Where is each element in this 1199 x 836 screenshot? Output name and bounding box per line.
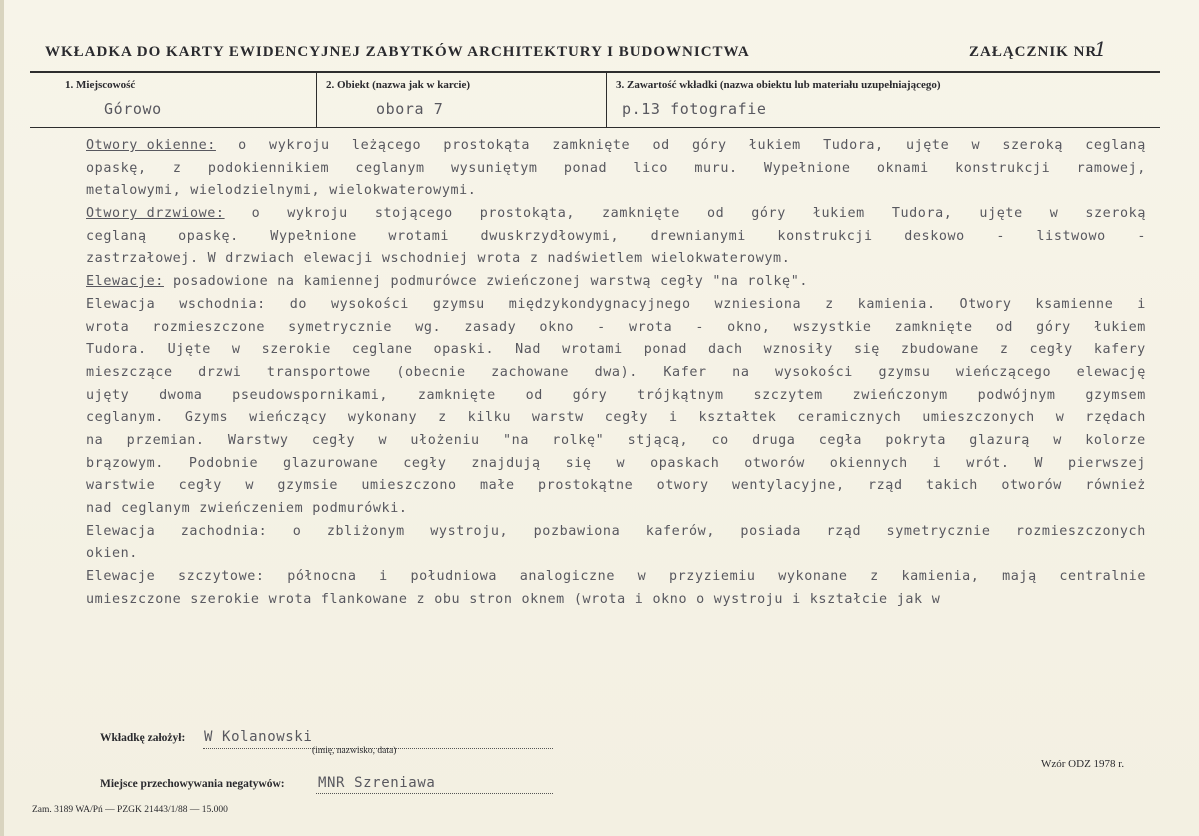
body-line xyxy=(86,339,1146,362)
body-word: się xyxy=(853,342,880,358)
body-word: okno xyxy=(539,319,575,335)
body-word: Wypełnione xyxy=(763,160,851,176)
body-word: wentylacyjne, xyxy=(732,478,845,494)
body-word: rolkę". xyxy=(747,274,809,290)
body-word: z xyxy=(172,160,182,176)
body-word: w xyxy=(1055,410,1065,426)
body-word: zamknięte xyxy=(602,206,680,222)
body-word: wieńczący xyxy=(249,410,328,426)
body-word: posadowione xyxy=(172,274,269,290)
body-line xyxy=(86,475,1146,498)
header-divider-1 xyxy=(316,73,317,127)
body-word: małe xyxy=(480,478,515,494)
body-word: opaskę, xyxy=(86,160,147,176)
body-word: Podobnie xyxy=(188,455,259,471)
body-word: Tudora. xyxy=(86,342,147,358)
body-word: zamknięte xyxy=(552,138,631,153)
body-word: oknem xyxy=(521,591,565,607)
body-word: - xyxy=(996,228,1006,244)
body-word: zwieńczeniem xyxy=(199,501,304,516)
body-word: otworów xyxy=(1001,478,1062,494)
body-line xyxy=(86,180,1146,203)
body-word: elewację xyxy=(1076,364,1146,380)
body-word: od xyxy=(706,206,725,222)
body-word: glazurą xyxy=(969,432,1030,448)
body-word: szeroką xyxy=(1085,206,1146,222)
body-word: brązowym. xyxy=(86,455,164,471)
body-word: nad xyxy=(86,501,112,516)
body-word: zwieńczonym xyxy=(852,387,948,403)
body-word: szerokie xyxy=(190,591,260,607)
body-word: rozmieszczonych xyxy=(1015,523,1146,539)
body-word: północna xyxy=(287,569,357,585)
body-word: umieszczonych xyxy=(922,410,1035,426)
body-word: Elewacja xyxy=(86,296,156,312)
founder-value: W Kolanowski xyxy=(204,729,313,745)
body-word: z xyxy=(416,591,426,607)
body-word: okien. xyxy=(86,546,138,562)
place-value: Górowo xyxy=(104,100,162,118)
body-word: Elewacje xyxy=(86,569,156,585)
storage-dotted-line xyxy=(316,793,553,794)
body-word: oknami xyxy=(876,160,929,176)
body-word: szerokie xyxy=(261,342,331,358)
body-word: o xyxy=(251,206,261,222)
body-word: wschodnia: xyxy=(179,296,266,312)
body-word: - xyxy=(597,319,606,335)
body-line xyxy=(86,430,1146,453)
body-word: wielodzielnymi, xyxy=(190,183,321,199)
body-word: opaskach xyxy=(650,455,720,471)
body-word: pseudowspornikami, xyxy=(232,387,389,403)
body-word: znajdują xyxy=(471,455,541,471)
body-word: ceramicznych xyxy=(797,410,902,426)
body-word: szeroką xyxy=(1002,138,1063,153)
body-word: mają xyxy=(1002,569,1037,585)
section-heading: Otwory drzwiowe: xyxy=(86,206,225,222)
body-word: wrota xyxy=(268,591,312,607)
body-word: ponad xyxy=(563,160,608,176)
body-word: w xyxy=(1049,206,1059,222)
body-word: wg. xyxy=(415,319,442,335)
body-word: wrota xyxy=(628,319,673,335)
body-word: podmurówce xyxy=(390,274,478,290)
body-word: kilku xyxy=(467,410,511,426)
body-word: wysokości xyxy=(330,296,409,312)
body-word: (obecnie xyxy=(396,364,466,380)
body-word: warstwie xyxy=(86,478,156,494)
body-word: otwory xyxy=(656,478,709,494)
body-word: stjącą, xyxy=(627,432,689,448)
body-word: drzwiach xyxy=(225,251,295,267)
body-word: podmurówki. xyxy=(312,501,408,516)
body-line xyxy=(86,271,1146,294)
body-word: otworów xyxy=(744,455,805,471)
print-info: Zam. 3189 WA/Pń — PZGK 21443/1/88 — 15.000 xyxy=(32,805,228,815)
body-word: drewnianymi xyxy=(650,228,746,244)
body-word: kamienia, xyxy=(901,569,980,585)
body-word: wszystkie xyxy=(793,319,872,335)
body-word: od xyxy=(652,138,670,153)
body-word: umieszczone xyxy=(86,591,182,607)
founder-sublabel: (imię, nazwisko, data) xyxy=(312,746,397,756)
body-word: "na xyxy=(712,274,739,290)
body-word: muru. xyxy=(694,160,738,176)
body-word: warstw xyxy=(531,410,584,426)
body-word: również xyxy=(1085,478,1146,494)
body-word: wysokości xyxy=(774,364,853,380)
body-word: listwowo xyxy=(1036,228,1106,244)
body-word: i xyxy=(634,591,644,607)
body-word: ceglanym xyxy=(121,501,191,516)
body-word: zbliżonym xyxy=(326,523,405,539)
body-word: symetrycznie xyxy=(288,319,393,335)
body-word: stron xyxy=(469,591,513,607)
body-word: wrota xyxy=(86,319,130,335)
body-word: pokryta xyxy=(885,432,946,448)
body-line xyxy=(86,589,1146,612)
body-line xyxy=(86,226,1146,249)
body-word: okno, xyxy=(727,319,771,335)
body-word: góry xyxy=(572,387,608,403)
body-word: kamienia. xyxy=(857,296,936,312)
body-word: kaferów, xyxy=(645,523,715,539)
body-line xyxy=(86,407,1146,430)
body-word: wznosiły xyxy=(763,342,833,358)
body-word: w xyxy=(931,591,941,607)
body-word: warstwą xyxy=(590,274,652,290)
form-pattern: Wzór ODZ 1978 r. xyxy=(1041,758,1125,770)
body-word: stojącego xyxy=(374,206,453,222)
body-word: pozbawiona xyxy=(533,523,621,539)
body-line xyxy=(86,566,1146,589)
body-word: wschodniej xyxy=(381,251,469,267)
content-value: p.13 fotografie xyxy=(622,100,767,118)
body-word: rozmieszczone xyxy=(152,319,266,335)
body-word: wieńczącego xyxy=(955,364,1052,380)
body-word: na xyxy=(86,432,104,448)
body-word: rząd xyxy=(826,523,862,539)
body-word: ramowej, xyxy=(1076,160,1146,176)
body-line xyxy=(86,294,1146,317)
body-word: rzędach xyxy=(1085,410,1146,426)
body-word: Wypełnione xyxy=(270,228,357,244)
body-line xyxy=(86,317,1146,340)
body-word: obu xyxy=(434,591,461,607)
body-word: ceglaną xyxy=(1085,138,1146,153)
body-line xyxy=(86,248,1146,271)
body-word: gzymsie xyxy=(277,478,338,494)
body-word: i xyxy=(932,455,942,471)
body-word: leżącego xyxy=(351,138,422,153)
body-word: takich xyxy=(925,478,978,494)
body-line xyxy=(86,498,1146,521)
body-line xyxy=(86,203,1146,226)
body-word: wystroju, xyxy=(430,523,509,539)
body-word: góry xyxy=(1036,319,1071,335)
body-word: wrotami xyxy=(388,228,450,244)
body-word: Tudora, xyxy=(891,206,953,222)
body-word: pierwszej xyxy=(1067,455,1146,471)
object-value: obora 7 xyxy=(376,100,444,118)
body-word: Nad xyxy=(515,342,542,358)
body-word: kolorze xyxy=(1085,432,1146,448)
founder-label: Wkładkę założył: xyxy=(100,732,186,744)
body-word: wykroju xyxy=(287,206,348,222)
body-word: prostokąta, xyxy=(479,206,576,222)
body-word: Ujęte xyxy=(167,342,211,358)
storage-label: Miejsce przechowywania negatywów: xyxy=(100,778,285,790)
document-title: WKŁADKA DO KARTY EWIDENCYJNEJ ZABYTKÓW ARCHITEKTURY I BUDOWNICTWA xyxy=(45,44,750,60)
body-word: południowa xyxy=(410,569,498,585)
body-word: zamknięte xyxy=(894,319,973,335)
body-word: wrotami xyxy=(562,342,623,358)
content-label: 3. Zawartość wkładki (nazwa obiektu lub materiału uzupełniającego) xyxy=(616,79,941,91)
body-word: mieszczące xyxy=(86,364,173,380)
body-word: ksamienne xyxy=(1035,296,1114,312)
body-word: dwa). xyxy=(594,364,638,380)
body-word: zwieńczonej xyxy=(486,274,582,290)
body-word: Tudora, xyxy=(823,138,884,153)
body-word: z xyxy=(529,251,539,267)
body-word: łukiem xyxy=(1093,319,1146,335)
body-word: ułożeniu xyxy=(410,432,480,448)
body-word: w xyxy=(637,569,647,585)
body-word: od xyxy=(525,387,543,403)
body-word: kamiennej xyxy=(303,274,382,290)
body-word: o xyxy=(238,138,247,153)
body-word: na xyxy=(732,364,750,380)
body-word: podwójnym xyxy=(977,387,1056,403)
body-word: posiada xyxy=(740,523,802,539)
body-word: szczytem xyxy=(753,387,823,403)
body-word: jak xyxy=(896,591,923,607)
body-word: wystroju xyxy=(713,591,784,607)
body-word: w xyxy=(616,455,626,471)
body-word: szczytowe: xyxy=(177,569,265,585)
body-line xyxy=(86,543,1146,566)
body-line xyxy=(86,158,1146,181)
body-word: elewacji xyxy=(303,251,373,267)
body-word: rolkę" xyxy=(552,432,605,448)
body-word: z xyxy=(999,342,1009,358)
body-word: ponad xyxy=(643,342,688,358)
body-word: Otwory xyxy=(959,296,1012,312)
body-word: cegły xyxy=(178,478,222,494)
body-word: ceglanym. xyxy=(86,410,164,426)
body-line xyxy=(86,135,1146,158)
body-word: góry xyxy=(751,206,786,222)
body-word: podokiennikiem xyxy=(207,160,330,176)
body-word: opaskę. xyxy=(178,228,239,244)
body-word: okno xyxy=(652,591,688,607)
body-word: przemian. xyxy=(126,432,205,448)
body-word: cegła xyxy=(818,432,863,448)
body-word: od xyxy=(995,319,1014,335)
storage-value: MNR Szreniawa xyxy=(318,775,436,791)
body-word: analogiczne xyxy=(519,569,615,585)
body-word: gzymsem xyxy=(1085,387,1146,403)
body-word: Elewacja xyxy=(86,523,156,539)
body-word: opaski. xyxy=(433,342,495,358)
body-word: symetrycznie xyxy=(886,523,991,539)
body-word: gzymsu xyxy=(878,364,931,380)
body-word: W xyxy=(1034,455,1044,471)
body-word: dwoma xyxy=(159,387,203,403)
body-word: ceglane xyxy=(351,342,413,358)
body-word: wielokwaterowym. xyxy=(651,251,791,267)
body-word: cegły xyxy=(604,410,649,426)
body-word: do xyxy=(289,296,308,312)
header-top-rule xyxy=(30,71,1160,73)
body-word: dwuskrzydłowymi, xyxy=(480,228,620,244)
body-word: z xyxy=(438,410,447,426)
body-word: i xyxy=(792,591,801,607)
body-word: cegły xyxy=(660,274,704,290)
header-bottom-rule xyxy=(30,127,1160,128)
body-word: o xyxy=(696,591,705,607)
body-word: trójkątnym xyxy=(637,387,724,403)
body-word: centralnie xyxy=(1059,569,1146,585)
body-word: wrót. xyxy=(966,455,1010,471)
body-word: wysuniętym xyxy=(450,160,538,176)
body-word: z xyxy=(825,296,834,312)
body-word: z xyxy=(870,569,879,585)
annex-label: ZAŁĄCZNIK NR xyxy=(969,44,1098,60)
sheet-edge xyxy=(0,0,4,836)
body-word: wykonany xyxy=(347,410,418,426)
body-word: w xyxy=(1053,432,1062,448)
body-word: zasady xyxy=(464,319,517,335)
body-word: cegły xyxy=(403,455,447,471)
body-word: okiennych xyxy=(829,455,908,471)
body-line xyxy=(86,521,1146,544)
body-word: drzwi xyxy=(198,364,242,380)
body-word: zbudowane xyxy=(900,342,979,358)
body-word: lico xyxy=(633,160,669,176)
body-word: cegły xyxy=(1029,342,1073,358)
object-label: 2. Obiekt (nazwa jak w karcie) xyxy=(326,79,471,91)
body-word: w xyxy=(378,432,388,448)
body-word: glazurowane xyxy=(283,455,379,471)
body-word: co xyxy=(711,432,729,448)
body-word: ceglaną xyxy=(86,228,147,244)
body-word: w xyxy=(971,138,981,153)
body-word: transportowe xyxy=(266,364,371,380)
body-word: międzykondygnacyjnego xyxy=(508,296,691,312)
body-word: ujęte xyxy=(979,206,1023,222)
body-word: łukiem xyxy=(748,138,801,153)
body-word: w xyxy=(245,478,254,494)
body-word: łukiem xyxy=(812,206,865,222)
body-word: prostokątne xyxy=(538,478,634,494)
body-word: się xyxy=(565,455,592,471)
section-heading: Elewacje: xyxy=(86,274,164,290)
body-word: (wrota xyxy=(573,591,626,607)
body-word: Kafer xyxy=(663,364,707,380)
body-word: gzymsu xyxy=(432,296,485,312)
body-word: wrota xyxy=(477,251,521,267)
body-word: druga xyxy=(752,432,796,448)
body-word: zachodnia: xyxy=(180,523,268,539)
body-word: w xyxy=(231,342,241,358)
body-word: kształcie xyxy=(809,591,888,607)
body-word: deskowo xyxy=(904,228,965,244)
body-line xyxy=(86,385,1146,408)
body-word: wielokwaterowymi. xyxy=(329,183,477,199)
body-word: ceglanym xyxy=(355,160,425,176)
body-word: rząd xyxy=(867,478,903,494)
body-word: przyziemiu xyxy=(668,569,756,585)
body-word: ujęte xyxy=(905,138,950,153)
body-word: flankowane xyxy=(320,591,408,607)
body-word: kafery xyxy=(1093,342,1146,358)
body-word: metalowymi, xyxy=(86,183,182,199)
body-word: konstrukcji xyxy=(777,228,873,244)
body-word: na xyxy=(277,274,295,290)
typed-description xyxy=(86,135,1146,611)
body-word: zachowane xyxy=(491,364,570,380)
annex-number: 1 xyxy=(1094,37,1107,61)
body-word: i xyxy=(1137,296,1146,312)
body-line xyxy=(86,453,1146,476)
body-word: dach xyxy=(708,342,743,358)
body-word: ujęty xyxy=(86,387,130,403)
body-word: cegły xyxy=(311,432,356,448)
body-word: góry xyxy=(692,138,727,153)
body-line xyxy=(86,362,1146,385)
body-word: - xyxy=(1137,228,1146,244)
body-word: prostokąta xyxy=(443,138,531,153)
body-word: "na xyxy=(503,432,529,448)
body-word: wzniesiona xyxy=(714,296,802,312)
body-word: wykroju xyxy=(269,138,330,153)
body-word: konstrukcji xyxy=(955,160,1051,176)
body-word: kształtek xyxy=(698,410,777,426)
place-label: 1. Miejscowość xyxy=(65,79,136,91)
body-word: W xyxy=(207,251,217,267)
body-word: i xyxy=(668,410,678,426)
body-word: zamknięte xyxy=(417,387,496,403)
body-word: wykonane xyxy=(778,569,848,585)
body-word: i xyxy=(379,569,388,585)
header-divider-2 xyxy=(606,73,607,127)
section-heading: Otwory okienne: xyxy=(86,138,216,153)
body-word: nadświetlem xyxy=(547,251,643,267)
body-word: Warstwy xyxy=(227,432,289,448)
body-word: zastrzałowej. xyxy=(86,251,199,267)
body-word: - xyxy=(695,319,705,335)
body-word: umieszczono xyxy=(361,478,457,494)
body-word: o xyxy=(292,523,302,539)
body-word: Gzyms xyxy=(184,410,229,426)
